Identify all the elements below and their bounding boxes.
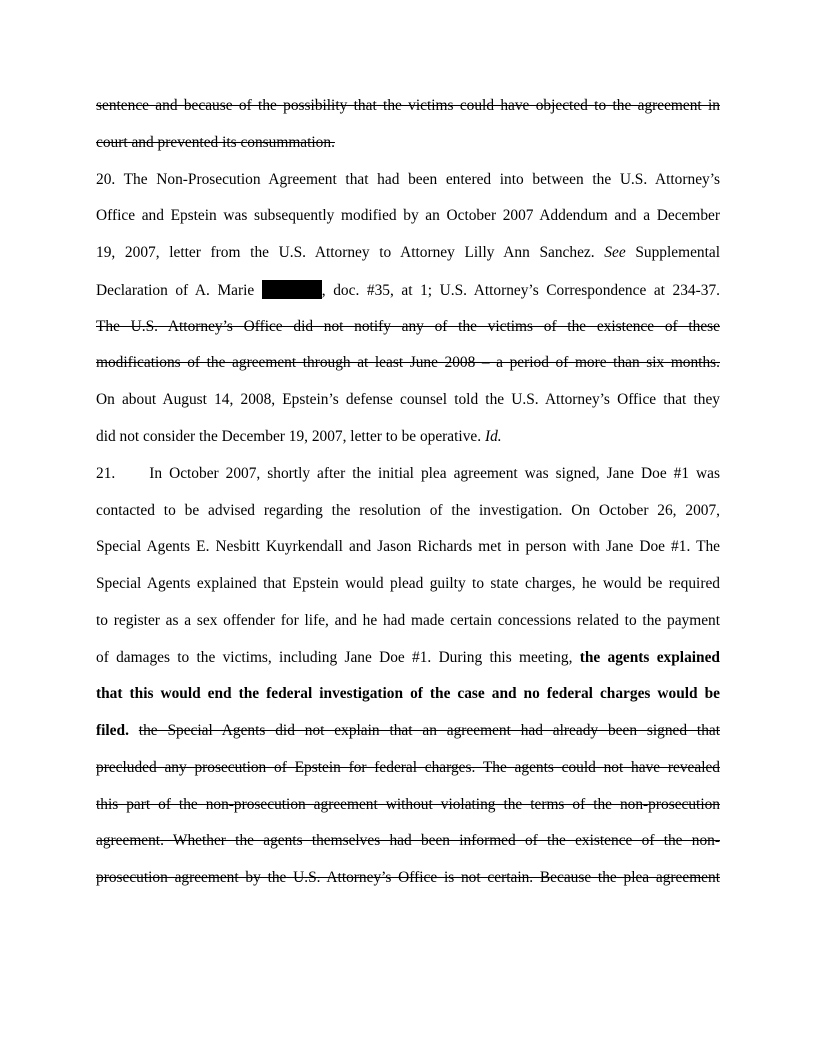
text-line: modifications of the agreement through at least June 2008 – a period of more than six months. bbox=[96, 354, 720, 371]
redaction-block bbox=[262, 280, 322, 299]
text-line: Special Agents explained that Epstein would plead guilty to state charges, he would be required bbox=[96, 575, 720, 592]
text-line: On about August 14, 2008, Epstein’s defense counsel told the U.S. Attorney’s Office that they bbox=[96, 391, 720, 408]
text-span: In October 2007, shortly after the initial plea agreement was signed, Jane Doe #1 was bbox=[149, 465, 720, 482]
paragraph-21-first-line bbox=[96, 464, 720, 484]
text-line: court and prevented its consummation. bbox=[96, 134, 335, 151]
text-line: to register as a sex offender for life, and he had made certain concessions related to the payment bbox=[96, 612, 720, 629]
text-span: Supplemental bbox=[635, 244, 720, 261]
text-line: agreement. Whether the agents themselves had been informed of the existence of the non- bbox=[96, 832, 720, 849]
text-span: Declaration of A. Marie bbox=[96, 282, 255, 299]
text-span: The Non-Prosecution Agreement that had been entered into between the U.S. Attorney’s bbox=[123, 171, 720, 188]
text-span: of damages to the victims, including Jane Doe #1. During this meeting, bbox=[96, 649, 573, 666]
text-line bbox=[96, 280, 720, 300]
text-line bbox=[96, 243, 720, 263]
paragraph-20-first-line bbox=[96, 170, 720, 190]
text-line: Office and Epstein was subsequently modified by an October 2007 Addendum and a December bbox=[96, 207, 720, 224]
text-line: precluded any prosecution of Epstein for federal charges. The agents could not have revealed bbox=[96, 759, 720, 776]
citation-signal: See bbox=[604, 244, 626, 261]
text-line: contacted to be advised regarding the resolution of the investigation. On October 26, 2007, bbox=[96, 502, 720, 519]
text-span: 19, 2007, letter from the U.S. Attorney to Attorney Lilly Ann Sanchez. bbox=[96, 244, 595, 261]
text-line: sentence and because of the possibility that the victims could have objected to the agreement in bbox=[96, 97, 720, 114]
text-line: Special Agents E. Nesbitt Kuyrkendall and Jason Richards met in person with Jane Doe #1. The bbox=[96, 538, 720, 555]
struck-text: the Special Agents did not explain that an agreement had already been signed that bbox=[138, 722, 720, 739]
text-line: The U.S. Attorney’s Office did not notify any of the victims of the existence of these bbox=[96, 318, 720, 335]
bold-insertion: the agents explained bbox=[579, 649, 720, 666]
text-span: did not consider the December 19, 2007, letter to be operative. bbox=[96, 428, 482, 445]
text-line bbox=[96, 648, 720, 668]
citation-signal: Id. bbox=[484, 428, 502, 445]
text-span: , doc. #35, at 1; U.S. Attorney’s Correspondence at 234-37. bbox=[321, 282, 720, 299]
text-line bbox=[96, 427, 720, 447]
text-line: prosecution agreement by the U.S. Attorney’s Office is not certain. Because the plea agreement bbox=[96, 869, 720, 886]
paragraph-number: 20. bbox=[96, 171, 116, 188]
text-line: this part of the non-prosecution agreement without violating the terms of the non-prosecution bbox=[96, 796, 720, 813]
text-line bbox=[96, 721, 720, 741]
bold-insertion: filed. bbox=[96, 722, 129, 739]
paragraph-number: 21. bbox=[96, 465, 116, 482]
bold-insertion-line: that this would end the federal investigation of the case and no federal charges would be bbox=[96, 685, 720, 702]
